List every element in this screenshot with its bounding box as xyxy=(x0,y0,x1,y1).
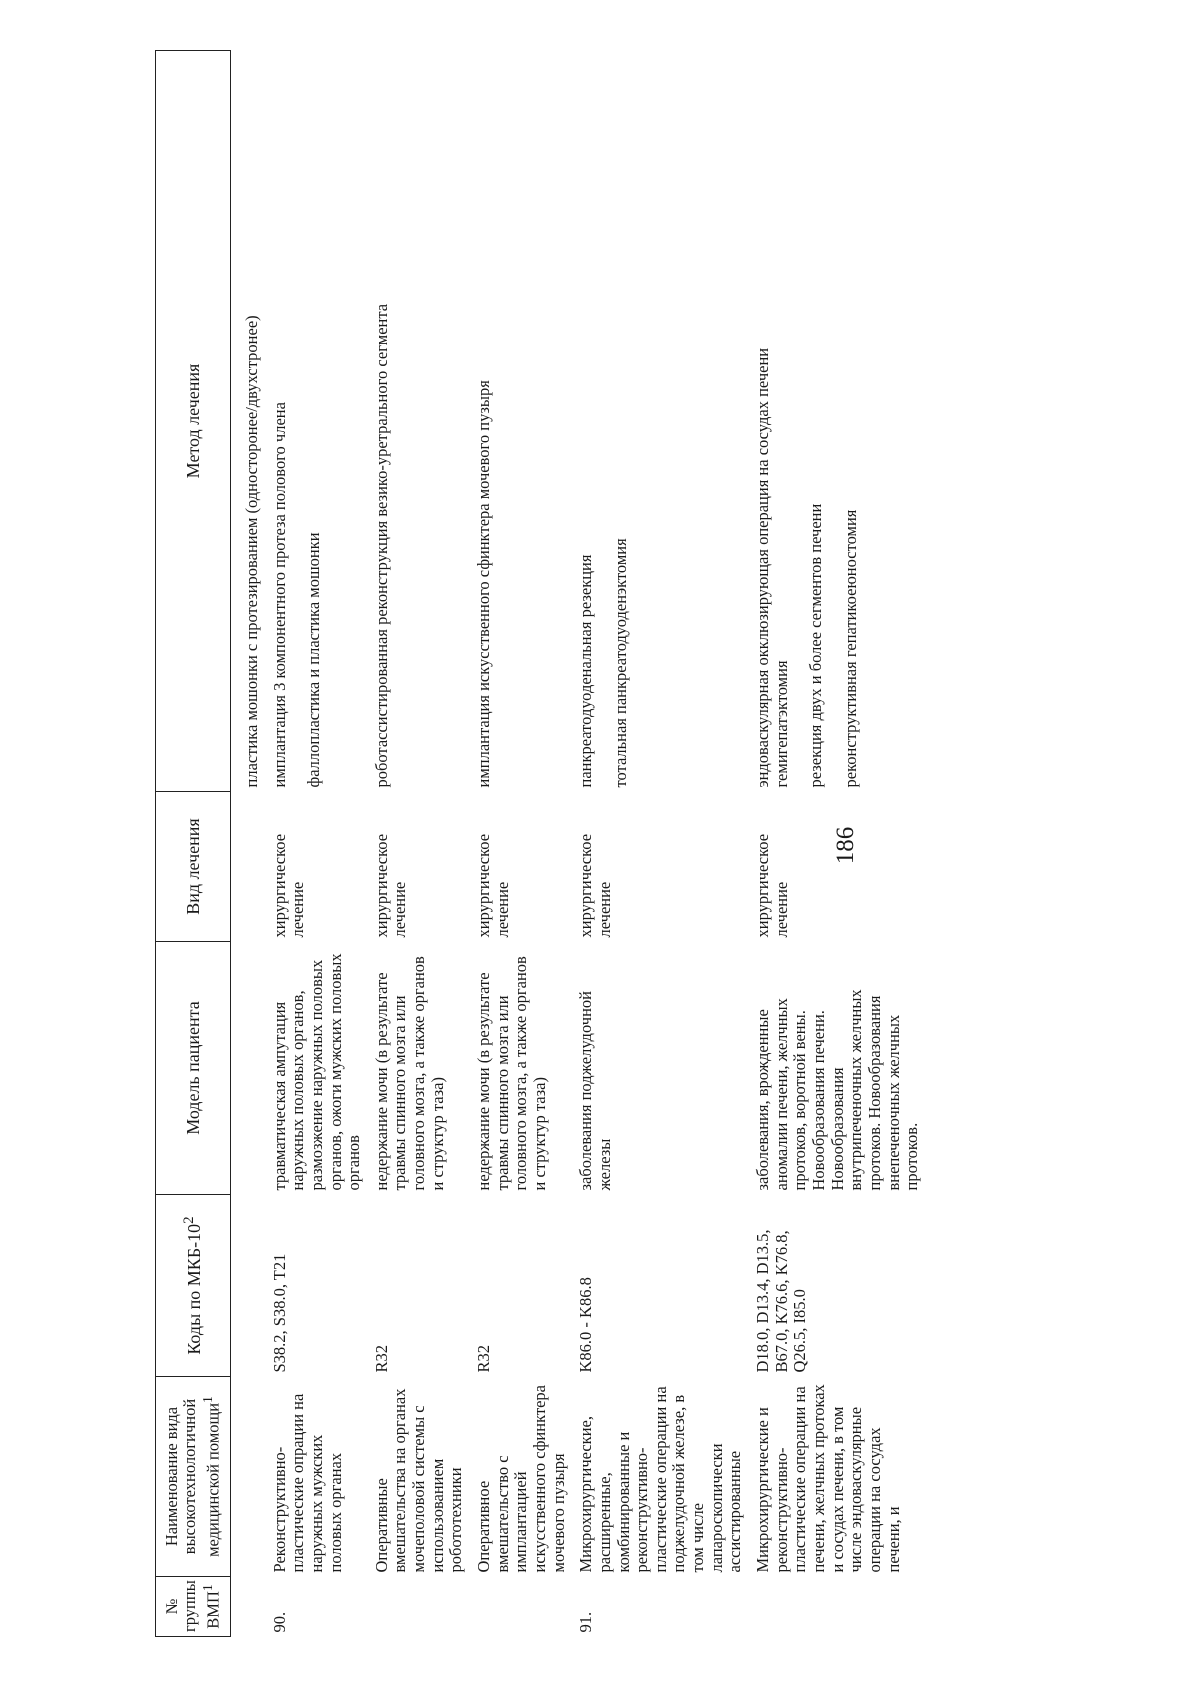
cell-codes xyxy=(231,1195,262,1377)
cell-type: хирургическое лечение xyxy=(474,833,512,938)
cell-type xyxy=(231,792,262,942)
table-body xyxy=(231,51,922,1637)
method-item: эндоваскулярная окклюзирующая операция на сосудах печени xyxy=(753,347,773,788)
header-group-no: № группы ВМП$^1$ xyxy=(156,1577,231,1637)
cell-name xyxy=(231,1377,262,1577)
cell-name: Микрохирургические, расширенные, комбинированные и реконструктивно-пластические операции на поджелудочной железе, в том числе лапароскопически ассистированные xyxy=(576,1386,745,1573)
header-name: Наименование вида высокотехнологичной медицинской помощи$^1$ xyxy=(156,1377,231,1577)
cell-group-no: 90. xyxy=(269,1611,289,1633)
cell-type: хирургическое лечение xyxy=(371,833,410,938)
header-method: Метод лечения xyxy=(156,51,231,792)
cell-group-no xyxy=(466,1577,568,1637)
page-number: 186 xyxy=(832,826,859,865)
cell-name: Оперативные вмешательства на органах мочеполовой системы с использованием робототехники xyxy=(371,1388,466,1573)
table-row xyxy=(568,51,745,1637)
cell-codes: R32 xyxy=(371,1344,391,1373)
method-item: имплантация 3 компонентного протеза полового члена xyxy=(269,402,289,788)
cell-model: недержание мочи (в результате травмы спинного мозга или головного мозга, а также органов и структур таза) xyxy=(474,956,549,1191)
header-codes: Коды по МКБ-$10^2$ xyxy=(156,1195,231,1377)
method-item: реконструктивная гепатикоеюностомия xyxy=(840,509,860,788)
cell-group-no: 91. xyxy=(576,1611,596,1633)
header-type: Вид лечения xyxy=(156,792,231,942)
cell-model: недержание мочи (в результате травмы спинного мозга или головного мозга, а также органов и структур таза) xyxy=(371,956,447,1191)
method-item: тотальная панкреатодуоденэктомия xyxy=(610,538,630,788)
cell-codes: R32 xyxy=(474,1344,494,1373)
cell-codes: K86.0 - K86.8 xyxy=(576,1277,596,1373)
cell-codes: D18.0, D13.4, D13.5, B67.0, K76.6, K76.8, Q26.5, I85.0 xyxy=(753,1229,810,1373)
cell-group-no xyxy=(745,1577,922,1637)
cell-method xyxy=(568,51,745,792)
header-model: Модель пациента xyxy=(156,942,231,1195)
cell-model: травматическая ампутация наружных половых органов, размозжение наружных половых органов, ожоги мужских половых органов xyxy=(269,953,364,1191)
cell-method xyxy=(364,51,466,792)
cell-method xyxy=(466,51,568,792)
table-row xyxy=(231,51,262,1637)
procedures-table xyxy=(155,50,922,1637)
cell-type: хирургическое лечение xyxy=(753,833,791,938)
method-item: резекция двух и более сегментов печени xyxy=(806,503,826,788)
cell-model: заболевания, врожденные аномалии печени, желчных протоков, воротной вены. Новообразования печени. Новообразования внутрипеченочных желчных протоков. Новообразования внепеченочных желчных протоков. xyxy=(753,989,922,1191)
cell-name: Оперативное вмешательство с имплантацией искусственного сфинктера мочевого пузыря xyxy=(474,1385,568,1573)
table-row xyxy=(745,51,922,1637)
method-item: панкреатодуоденальная резекция xyxy=(576,554,596,788)
cell-group-no xyxy=(231,1577,262,1637)
method-item: роботассистированная реконструкция везико-уретрального сегмента xyxy=(371,303,391,788)
method-item: фаллопластика и пластика мошонки xyxy=(304,532,324,788)
method-item: пластика мошонки с протезированием (односторонее/двухстронее) xyxy=(242,315,261,788)
cell-group-no xyxy=(364,1577,466,1637)
cell-method xyxy=(745,51,922,792)
cell-method xyxy=(231,51,262,792)
cell-model xyxy=(231,942,262,1195)
cell-method xyxy=(262,51,364,792)
cell-name: Реконструктивно-пластические опрации на наружных мужских половых органах xyxy=(269,1393,345,1573)
table-row xyxy=(364,51,466,1637)
table-header-row xyxy=(156,51,231,1637)
method-item: имплантация искусственного сфинктера мочевого пузыря xyxy=(474,380,494,788)
table-row xyxy=(466,51,568,1637)
cell-name: Микрохирургические и реконструктивно-пластические операции на печени, желчных протоках и сосудах печени, в том числе эндоваскулярные операции на сосудах печени, и xyxy=(753,1384,903,1573)
method-item: гемигепатэктомия xyxy=(771,660,791,788)
cell-type: хирургическое лечение xyxy=(576,833,614,938)
cell-codes: S38.2, S38.0, T21 xyxy=(269,1253,289,1373)
table-row xyxy=(262,51,364,1637)
cell-model: заболевания поджелудочной железы xyxy=(576,991,614,1191)
cell-type: хирургическое лечение xyxy=(269,833,308,938)
